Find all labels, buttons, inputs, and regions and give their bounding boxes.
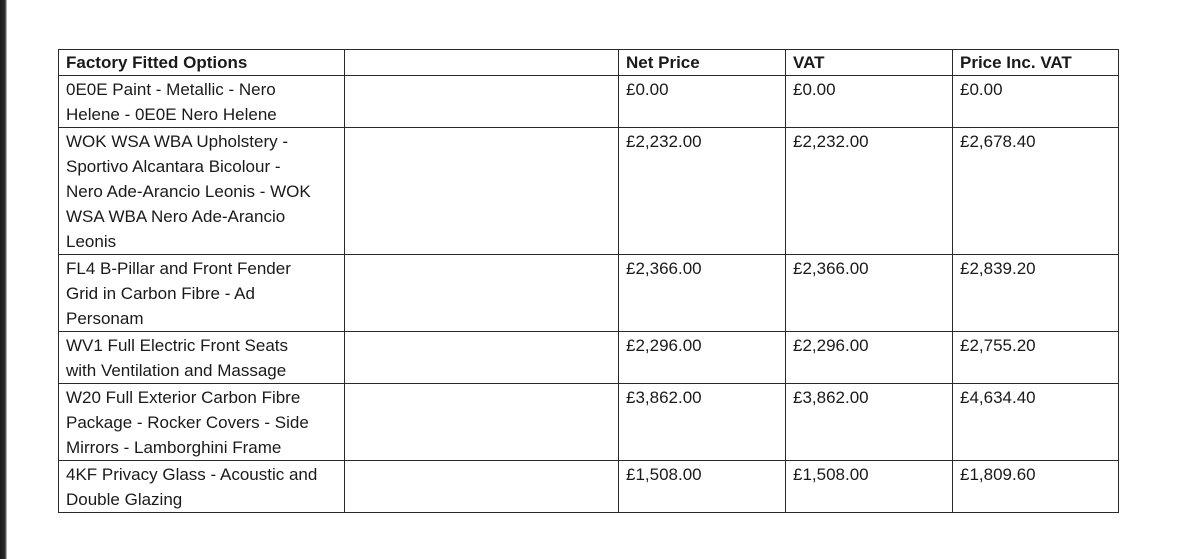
header-factory-fitted-options: Factory Fitted Options — [59, 50, 345, 76]
vat-cell: £1,508.00 — [786, 461, 953, 513]
table-row — [59, 384, 1119, 461]
price-inc-vat-cell: £1,809.60 — [953, 461, 1119, 513]
header-vat: VAT — [786, 50, 953, 76]
net-price-cell: £2,232.00 — [619, 128, 786, 255]
table-row — [59, 76, 1119, 128]
price-inc-vat-cell: £0.00 — [953, 76, 1119, 128]
header-blank — [345, 50, 619, 76]
net-price-cell: £2,296.00 — [619, 332, 786, 384]
option-description: 0E0E Paint - Metallic - Nero Helene - 0E0E Nero Helene — [59, 76, 345, 128]
blank-cell — [345, 128, 619, 255]
net-price-cell: £3,862.00 — [619, 384, 786, 461]
table-row — [59, 128, 1119, 255]
price-inc-vat-cell: £2,755.20 — [953, 332, 1119, 384]
vat-cell: £2,232.00 — [786, 128, 953, 255]
vat-cell: £3,862.00 — [786, 384, 953, 461]
table-row — [59, 255, 1119, 332]
price-inc-vat-cell: £4,634.40 — [953, 384, 1119, 461]
scan-edge-shadow — [0, 0, 7, 559]
option-description: 4KF Privacy Glass - Acoustic and Double Glazing — [59, 461, 345, 513]
option-description: FL4 B-Pillar and Front Fender Grid in Carbon Fibre - Ad Personam — [59, 255, 345, 332]
table-row — [59, 461, 1119, 513]
price-inc-vat-cell: £2,678.40 — [953, 128, 1119, 255]
header-price-inc-vat: Price Inc. VAT — [953, 50, 1119, 76]
net-price-cell: £0.00 — [619, 76, 786, 128]
blank-cell — [345, 255, 619, 332]
net-price-cell: £2,366.00 — [619, 255, 786, 332]
net-price-cell: £1,508.00 — [619, 461, 786, 513]
blank-cell — [345, 384, 619, 461]
blank-cell — [345, 332, 619, 384]
price-inc-vat-cell: £2,839.20 — [953, 255, 1119, 332]
blank-cell — [345, 461, 619, 513]
option-description: WOK WSA WBA Upholstery - Sportivo Alcantara Bicolour - Nero Ade-Arancio Leonis - WOK WSA WBA Nero Ade-Arancio Leonis — [59, 128, 345, 255]
option-description: W20 Full Exterior Carbon Fibre Package - Rocker Covers - Side Mirrors - Lamborghini Frame — [59, 384, 345, 461]
table-header-row — [59, 50, 1119, 76]
vat-cell: £2,366.00 — [786, 255, 953, 332]
factory-options-table — [58, 49, 1119, 513]
option-description: WV1 Full Electric Front Seats with Ventilation and Massage — [59, 332, 345, 384]
vat-cell: £2,296.00 — [786, 332, 953, 384]
blank-cell — [345, 76, 619, 128]
table-row — [59, 332, 1119, 384]
header-net-price: Net Price — [619, 50, 786, 76]
vat-cell: £0.00 — [786, 76, 953, 128]
